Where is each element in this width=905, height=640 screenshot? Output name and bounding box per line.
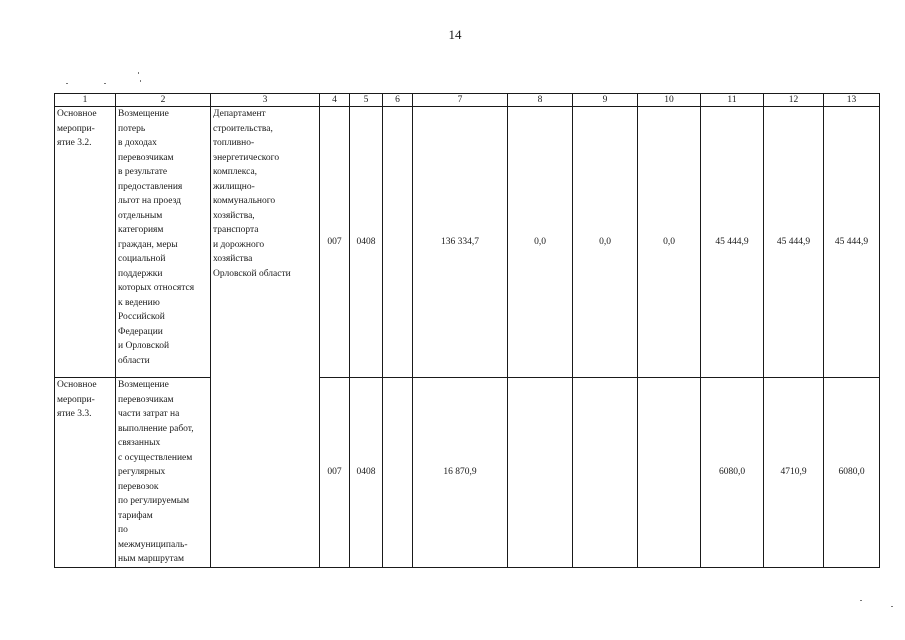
value-cell: 45 444,9 [701, 107, 764, 378]
header-cell: 2 [116, 94, 211, 107]
value-cell: 45 444,9 [764, 107, 824, 378]
value-cell: 6080,0 [824, 378, 880, 568]
header-cell: 12 [764, 94, 824, 107]
code-cell: 007 [320, 107, 350, 378]
code-cell: 007 [320, 378, 350, 568]
value-cell [508, 378, 573, 568]
header-cell: 3 [211, 94, 320, 107]
header-cell: 8 [508, 94, 573, 107]
total-cell: 16 870,9 [413, 378, 508, 568]
col6-cell [383, 107, 413, 378]
activity-number-cell: Основное меропри- ятие 3.2. [55, 107, 116, 378]
activity-name-cell: Возмещение потерь в доходах перевозчикам в результате предоставления льгот на проезд отдельным категориям граждан, меры социальной поддержки которых относятся к ведению Российской Федерации и Орловской области [116, 107, 211, 378]
scan-speck [138, 72, 139, 74]
program-table [54, 93, 880, 568]
header-cell: 11 [701, 94, 764, 107]
header-cell: 4 [320, 94, 350, 107]
header-row [55, 94, 880, 107]
header-cell: 7 [413, 94, 508, 107]
col6-cell [383, 378, 413, 568]
page-number: 14 [448, 27, 462, 42]
value-cell: 45 444,9 [824, 107, 880, 378]
header-cell: 6 [383, 94, 413, 107]
scan-speck [860, 600, 862, 601]
value-cell: 0,0 [508, 107, 573, 378]
header-cell: 10 [638, 94, 701, 107]
value-cell [573, 378, 638, 568]
table-row [55, 107, 880, 378]
header-cell: 13 [824, 94, 880, 107]
table-row [55, 378, 880, 568]
scan-speck [66, 83, 68, 84]
activity-name-cell: Возмещение перевозчикам части затрат на выполнение работ, связанных с осуществлением регулярных перевозок по регулируемым тарифам по межмуниципаль- ным маршрутам [116, 378, 211, 568]
value-cell: 6080,0 [701, 378, 764, 568]
value-cell: 0,0 [638, 107, 701, 378]
total-cell: 136 334,7 [413, 107, 508, 378]
section-cell: 0408 [350, 378, 383, 568]
header-cell: 9 [573, 94, 638, 107]
section-cell: 0408 [350, 107, 383, 378]
scan-speck [140, 80, 141, 82]
header-cell: 1 [55, 94, 116, 107]
activity-number-cell: Основное меропри- ятие 3.3. [55, 378, 116, 568]
scan-speck [891, 606, 893, 607]
scan-speck [104, 83, 106, 84]
value-cell: 0,0 [573, 107, 638, 378]
header-cell: 5 [350, 94, 383, 107]
value-cell: 4710,9 [764, 378, 824, 568]
value-cell [638, 378, 701, 568]
executor-cell: Департамент строительства, топливно- энергетического комплекса, жилищно- коммунального хозяйства, транспорта и дорожного хозяйства Орловской области [211, 107, 320, 568]
